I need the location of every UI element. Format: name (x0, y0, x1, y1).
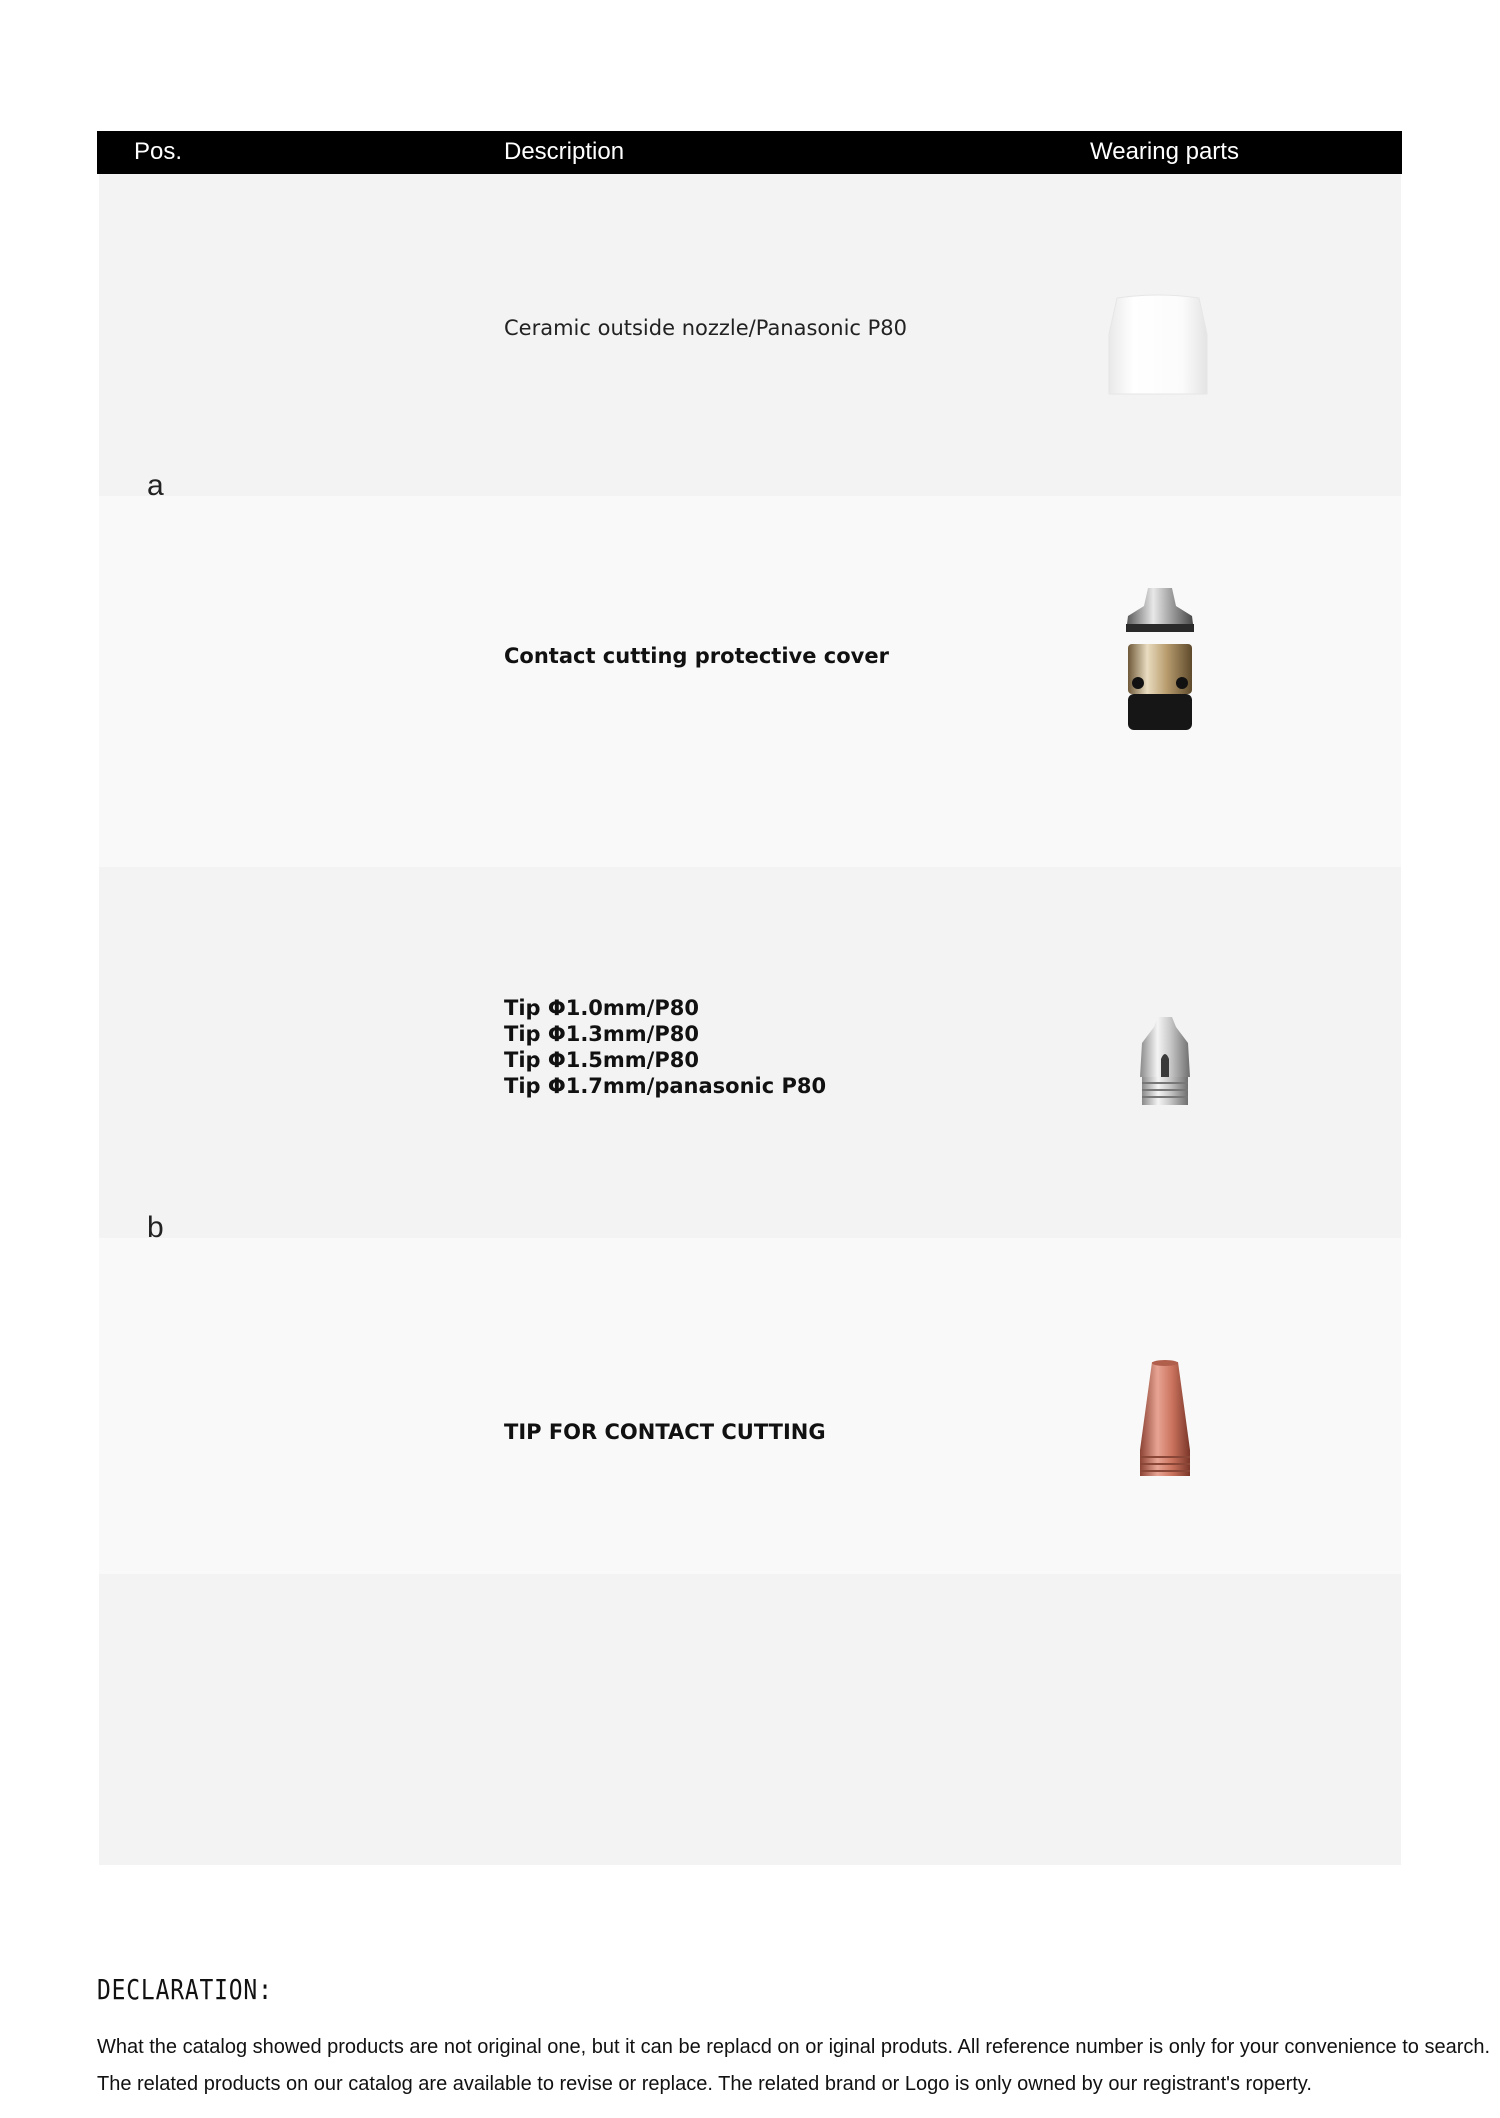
header-wearing-parts: Wearing parts (1090, 138, 1239, 165)
table-row (99, 174, 1401, 496)
tip-icon (1132, 1015, 1198, 1112)
pos-label-b: b (147, 1211, 164, 1244)
declaration-line-1: What the catalog showed products are not original one, but it can be replacd on or iginal produts. All reference number is only for your convenience to search. (97, 2036, 1491, 2058)
row-description: TIP FOR CONTACT CUTTING (504, 1420, 826, 1444)
pos-label-a: a (147, 469, 164, 502)
table-row (99, 1238, 1401, 1574)
row-description: Contact cutting protective cover (504, 644, 889, 668)
protective-cover-icon (1122, 586, 1198, 741)
header-pos: Pos. (134, 138, 183, 165)
contact-tip-icon (1132, 1360, 1198, 1485)
table-row (99, 867, 1401, 1238)
description-line: Tip Φ1.5mm/P80 (504, 1048, 699, 1072)
description-line: Tip Φ1.0mm/P80 (504, 996, 699, 1020)
header-description: Description (504, 138, 625, 165)
table-header (97, 131, 1402, 174)
declaration-line-2: The related products on our catalog are available to revise or replace. The related brand or Logo is only owned by our registrant's roperty. (97, 2073, 1312, 2095)
row-description: Ceramic outside nozzle/Panasonic P80 (504, 316, 908, 340)
table-row (99, 1574, 1401, 1865)
description-line: Tip Φ1.7mm/panasonic P80 (504, 1074, 827, 1098)
description-line: Tip Φ1.3mm/P80 (504, 1022, 699, 1046)
ceramic-nozzle-icon (1103, 294, 1213, 401)
row-description (504, 995, 826, 1099)
declaration-title: DECLARATION: (97, 1973, 273, 2006)
table-row (99, 496, 1401, 867)
